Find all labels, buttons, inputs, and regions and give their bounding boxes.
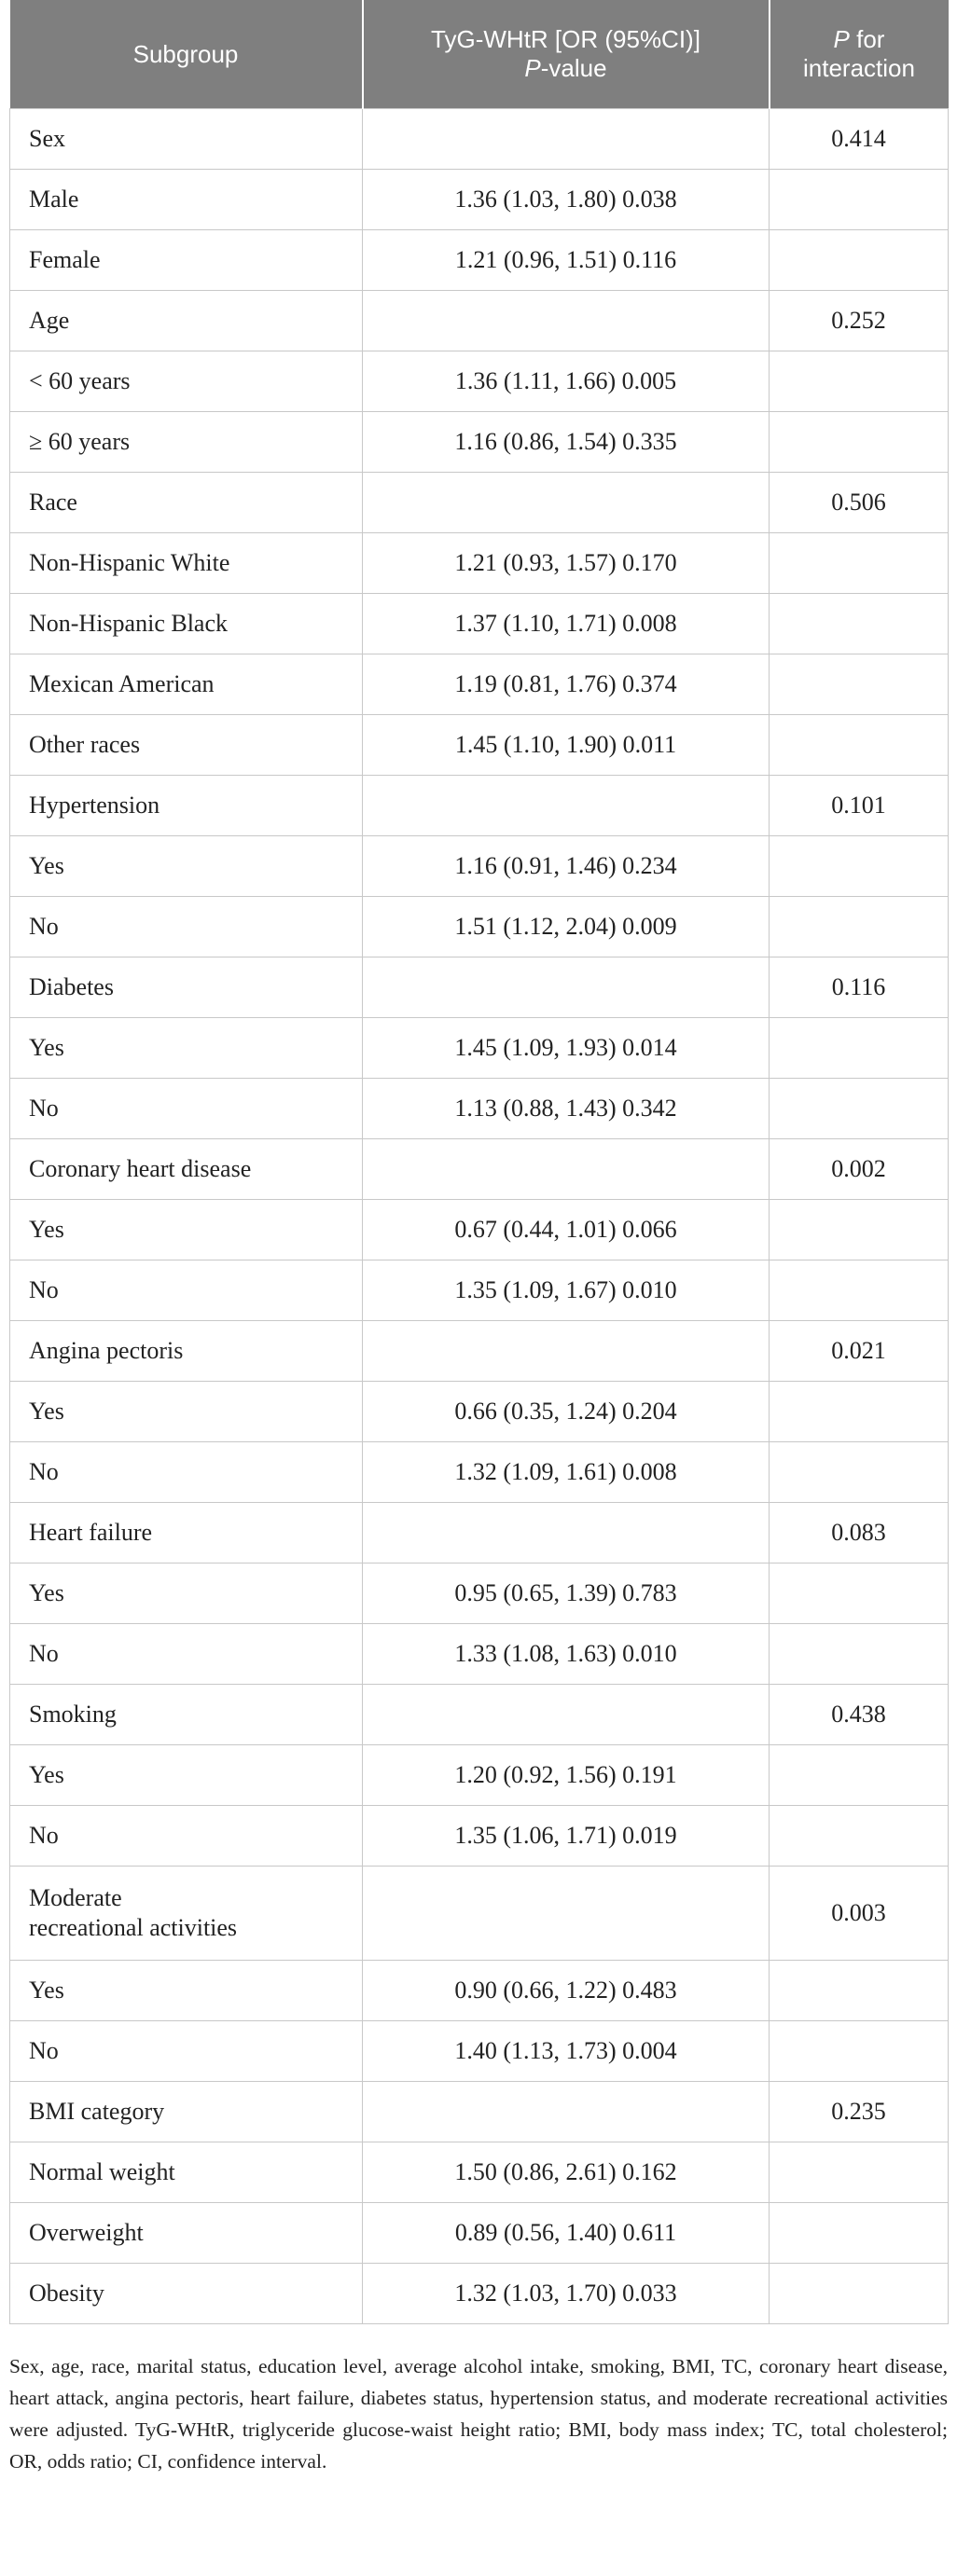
- row-label-text: Yes: [29, 1216, 64, 1243]
- row-label: [10, 230, 363, 291]
- row-or-value: [363, 230, 770, 291]
- row-p-interaction: [770, 1200, 949, 1260]
- row-or-value: [363, 654, 770, 715]
- table-row: [10, 594, 949, 654]
- table-row: [10, 715, 949, 776]
- row-or-value-text: 0.95 (0.65, 1.39) 0.783: [454, 1579, 677, 1606]
- row-label: [10, 1442, 363, 1503]
- header-subgroup: Subgroup: [10, 0, 363, 109]
- table-row: [10, 1382, 949, 1442]
- row-label-text: No: [29, 1640, 59, 1667]
- row-p-interaction: [770, 1745, 949, 1806]
- row-label: [10, 1503, 363, 1564]
- row-label-text: BMI category: [29, 2098, 165, 2125]
- row-or-value: [363, 533, 770, 594]
- row-label-text: Other races: [29, 731, 141, 758]
- row-p-interaction: [770, 594, 949, 654]
- table-row: [10, 2142, 949, 2203]
- table-row: [10, 1564, 949, 1624]
- row-label: [10, 1018, 363, 1079]
- row-label: [10, 1685, 363, 1745]
- row-label: [10, 1624, 363, 1685]
- row-label: [10, 412, 363, 473]
- row-or-value: [363, 1200, 770, 1260]
- row-or-value-text: 1.51 (1.12, 2.04) 0.009: [454, 913, 677, 940]
- row-or-value-text: 0.66 (0.35, 1.24) 0.204: [454, 1398, 677, 1425]
- row-or-value: [363, 1321, 770, 1382]
- row-label: [10, 715, 363, 776]
- row-label-text: No: [29, 1095, 59, 1122]
- table-row: [10, 230, 949, 291]
- header-p-italic: P: [833, 25, 850, 53]
- table-row: [10, 1867, 949, 1961]
- row-label-text: Yes: [29, 1761, 64, 1788]
- row-label: [10, 1382, 363, 1442]
- row-or-value-text: 0.67 (0.44, 1.01) 0.066: [454, 1216, 677, 1243]
- row-or-value: [363, 1745, 770, 1806]
- table-row: [10, 1079, 949, 1139]
- table-row: [10, 1806, 949, 1867]
- row-p-interaction-text: 0.083: [831, 1519, 886, 1546]
- row-label: [10, 2082, 363, 2142]
- table-row: [10, 654, 949, 715]
- row-p-interaction: [770, 109, 949, 170]
- row-label-text: No: [29, 1822, 59, 1849]
- row-p-interaction: [770, 1624, 949, 1685]
- row-label-text: Male: [29, 186, 79, 213]
- table-row: [10, 957, 949, 1018]
- row-p-interaction: [770, 957, 949, 1018]
- table-row: [10, 412, 949, 473]
- row-label-text: Yes: [29, 1977, 64, 2004]
- row-or-value-text: 1.13 (0.88, 1.43) 0.342: [454, 1095, 677, 1122]
- table-row: [10, 2264, 949, 2324]
- row-p-interaction: [770, 1321, 949, 1382]
- row-or-value-text: 1.45 (1.10, 1.90) 0.011: [454, 731, 677, 758]
- row-label-text: Race: [29, 489, 77, 516]
- row-p-interaction: [770, 170, 949, 230]
- row-label: [10, 351, 363, 412]
- table-row: [10, 897, 949, 957]
- row-label-text: < 60 years: [29, 367, 131, 394]
- table-row: [10, 1321, 949, 1382]
- row-or-value: [363, 412, 770, 473]
- row-or-value-text: 0.89 (0.56, 1.40) 0.611: [454, 2219, 677, 2246]
- row-or-value: [363, 2082, 770, 2142]
- row-p-interaction-text: 0.116: [831, 973, 886, 1000]
- row-or-value-text: 0.90 (0.66, 1.22) 0.483: [454, 1977, 677, 2004]
- row-label: [10, 2203, 363, 2264]
- row-or-value: [363, 1806, 770, 1867]
- row-or-value-text: 1.16 (0.91, 1.46) 0.234: [454, 852, 677, 879]
- row-p-interaction-text: 0.235: [831, 2098, 886, 2125]
- row-label: [10, 533, 363, 594]
- row-or-value: [363, 715, 770, 776]
- row-p-interaction: [770, 1806, 949, 1867]
- row-label: [10, 170, 363, 230]
- row-label-text: Hypertension: [29, 792, 160, 819]
- table-row: [10, 351, 949, 412]
- row-p-interaction: [770, 1442, 949, 1503]
- row-label: [10, 291, 363, 351]
- table-row: [10, 1745, 949, 1806]
- row-label-text: Age: [29, 307, 70, 334]
- table-row: [10, 1442, 949, 1503]
- row-p-interaction: [770, 715, 949, 776]
- table-row: [10, 170, 949, 230]
- table-body: [10, 109, 949, 2324]
- row-or-value-text: 1.45 (1.09, 1.93) 0.014: [454, 1034, 677, 1061]
- row-p-interaction: [770, 2082, 949, 2142]
- row-p-interaction: [770, 412, 949, 473]
- row-or-value: [363, 836, 770, 897]
- row-p-interaction: [770, 473, 949, 533]
- table-row: [10, 1503, 949, 1564]
- row-label-text: Heart failure: [29, 1519, 153, 1546]
- row-p-interaction-text: 0.414: [831, 125, 886, 152]
- table-row: [10, 836, 949, 897]
- table-row: [10, 1624, 949, 1685]
- row-or-value: [363, 473, 770, 533]
- table-row: [10, 1139, 949, 1200]
- row-label: [10, 1806, 363, 1867]
- row-or-value-text: 1.32 (1.09, 1.61) 0.008: [454, 1458, 677, 1485]
- table-row: [10, 2082, 949, 2142]
- table-row: [10, 776, 949, 836]
- row-label: [10, 1321, 363, 1382]
- row-label: [10, 1260, 363, 1321]
- table-row: [10, 1200, 949, 1260]
- row-label-text: Coronary heart disease: [29, 1155, 252, 1182]
- row-or-value: [363, 291, 770, 351]
- row-label-text: No: [29, 1276, 59, 1303]
- row-p-interaction: [770, 1867, 949, 1961]
- row-or-value-text: 1.16 (0.86, 1.54) 0.335: [454, 428, 677, 455]
- row-or-value: [363, 1564, 770, 1624]
- row-label: [10, 776, 363, 836]
- row-or-value-text: 1.35 (1.06, 1.71) 0.019: [454, 1822, 677, 1849]
- row-or-value-text: 1.37 (1.10, 1.71) 0.008: [454, 610, 677, 637]
- table-row: [10, 2203, 949, 2264]
- row-p-interaction-text: 0.021: [831, 1337, 886, 1364]
- table-row: [10, 533, 949, 594]
- row-label: [10, 109, 363, 170]
- table-row: [10, 291, 949, 351]
- row-label: [10, 2142, 363, 2203]
- row-label-text: No: [29, 2037, 59, 2064]
- row-p-interaction: [770, 897, 949, 957]
- row-label-text: Normal weight: [29, 2158, 175, 2185]
- row-label: [10, 2021, 363, 2082]
- header-p-interaction: [770, 0, 949, 109]
- header-or-line1: TyG-WHtR [OR (95%CI)]: [431, 25, 700, 53]
- row-label-text: Non-Hispanic Black: [29, 610, 229, 637]
- row-label-text: Yes: [29, 1398, 64, 1425]
- row-p-interaction: [770, 291, 949, 351]
- row-or-value-text: 1.35 (1.09, 1.67) 0.010: [454, 1276, 677, 1303]
- header-row: [10, 0, 949, 109]
- row-or-value: [363, 1382, 770, 1442]
- row-label-text: Female: [29, 246, 101, 273]
- row-label-text: Mexican American: [29, 670, 215, 697]
- row-p-interaction: [770, 1260, 949, 1321]
- table-row: [10, 1260, 949, 1321]
- table-row: [10, 473, 949, 533]
- row-p-interaction: [770, 1503, 949, 1564]
- row-label-text: ≥ 60 years: [29, 428, 131, 455]
- row-p-interaction: [770, 2021, 949, 2082]
- row-p-interaction: [770, 1961, 949, 2021]
- table-row: [10, 2021, 949, 2082]
- row-p-interaction: [770, 2142, 949, 2203]
- row-label-text: Angina pectoris: [29, 1337, 184, 1364]
- row-or-value-text: 1.36 (1.11, 1.66) 0.005: [454, 367, 677, 394]
- row-or-value: [363, 1139, 770, 1200]
- row-or-value: [363, 1442, 770, 1503]
- row-p-interaction-text: 0.002: [831, 1155, 886, 1182]
- row-label: [10, 473, 363, 533]
- row-or-value: [363, 1079, 770, 1139]
- row-or-value: [363, 1867, 770, 1961]
- row-p-interaction: [770, 1685, 949, 1745]
- row-label-text: Diabetes: [29, 973, 114, 1000]
- row-or-value: [363, 351, 770, 412]
- row-p-interaction: [770, 1079, 949, 1139]
- row-label-text: Moderate recreational activities: [29, 1884, 238, 1941]
- row-or-value: [363, 1260, 770, 1321]
- header-or-p-rest: -value: [540, 54, 607, 82]
- row-p-interaction: [770, 230, 949, 291]
- row-label-text: No: [29, 913, 59, 940]
- table-row: [10, 109, 949, 170]
- header-or: [363, 0, 770, 109]
- row-label: [10, 594, 363, 654]
- row-or-value: [363, 1503, 770, 1564]
- row-or-value: [363, 1624, 770, 1685]
- table-row: [10, 1018, 949, 1079]
- row-or-value-text: 1.36 (1.03, 1.80) 0.038: [454, 186, 677, 213]
- row-or-value-text: 1.50 (0.86, 2.61) 0.162: [454, 2158, 677, 2185]
- row-label-text: No: [29, 1458, 59, 1485]
- header-p-interaction-word: interaction: [803, 54, 915, 82]
- row-or-value-text: 1.20 (0.92, 1.56) 0.191: [454, 1761, 677, 1788]
- row-label: [10, 1745, 363, 1806]
- row-or-value: [363, 109, 770, 170]
- row-or-value-text: 1.21 (0.96, 1.51) 0.116: [454, 246, 677, 273]
- row-label-text: Smoking: [29, 1701, 117, 1728]
- row-or-value: [363, 897, 770, 957]
- row-label: [10, 1961, 363, 2021]
- row-label-text: Overweight: [29, 2219, 144, 2246]
- row-p-interaction: [770, 1382, 949, 1442]
- row-label: [10, 957, 363, 1018]
- table-row: [10, 1961, 949, 2021]
- subgroup-table: [9, 0, 949, 2324]
- row-or-value-text: 1.32 (1.03, 1.70) 0.033: [454, 2280, 677, 2307]
- row-or-value-text: 1.33 (1.08, 1.63) 0.010: [454, 1640, 677, 1667]
- row-label-text: Yes: [29, 852, 64, 879]
- row-label: [10, 1079, 363, 1139]
- row-label-text: Non-Hispanic White: [29, 549, 230, 576]
- row-or-value-text: 1.40 (1.13, 1.73) 0.004: [454, 2037, 677, 2064]
- row-label: [10, 1867, 363, 1961]
- row-p-interaction: [770, 2264, 949, 2324]
- row-or-value-text: 1.21 (0.93, 1.57) 0.170: [454, 549, 677, 576]
- row-p-interaction: [770, 1139, 949, 1200]
- table-footnote: Sex, age, race, marital status, education level, average alcohol intake, smoking, BMI, TC, coronary heart disease, heart attack, angina pectoris, heart failure, diabetes status, hypertension status, and moderate recreational activities were adjusted. TyG-WHtR, triglyceride glucose-waist height ratio; BMI, body mass index; TC, total cholesterol; OR, odds ratio; CI, confidence interval.: [9, 2355, 948, 2473]
- row-label-text: Obesity: [29, 2280, 104, 2307]
- row-or-value: [363, 1018, 770, 1079]
- row-p-interaction: [770, 351, 949, 412]
- row-label: [10, 836, 363, 897]
- row-or-value: [363, 1685, 770, 1745]
- row-p-interaction: [770, 654, 949, 715]
- row-p-interaction-text: 0.252: [831, 307, 886, 334]
- row-label-text: Yes: [29, 1579, 64, 1606]
- row-label: [10, 654, 363, 715]
- row-label-text: Sex: [29, 125, 65, 152]
- header-p-for: for: [849, 25, 885, 53]
- table-row: [10, 1685, 949, 1745]
- table-container: [9, 0, 948, 2477]
- row-or-value: [363, 957, 770, 1018]
- row-label: [10, 1139, 363, 1200]
- row-or-value: [363, 170, 770, 230]
- row-p-interaction: [770, 1018, 949, 1079]
- row-or-value: [363, 2203, 770, 2264]
- row-label: [10, 1564, 363, 1624]
- row-p-interaction: [770, 1564, 949, 1624]
- row-or-value: [363, 1961, 770, 2021]
- row-label: [10, 897, 363, 957]
- row-or-value: [363, 2142, 770, 2203]
- row-p-interaction-text: 0.506: [831, 489, 886, 516]
- row-p-interaction: [770, 776, 949, 836]
- row-p-interaction: [770, 2203, 949, 2264]
- row-p-interaction: [770, 836, 949, 897]
- table-header: [10, 0, 949, 109]
- row-or-value: [363, 594, 770, 654]
- row-p-interaction-text: 0.003: [831, 1899, 886, 1926]
- row-label-text: Yes: [29, 1034, 64, 1061]
- row-p-interaction-text: 0.438: [831, 1701, 886, 1728]
- row-or-value: [363, 2264, 770, 2324]
- row-p-interaction: [770, 533, 949, 594]
- row-p-interaction-text: 0.101: [831, 792, 886, 819]
- row-or-value: [363, 2021, 770, 2082]
- header-or-p-italic: P: [524, 54, 541, 82]
- row-label: [10, 1200, 363, 1260]
- row-or-value: [363, 776, 770, 836]
- row-or-value-text: 1.19 (0.81, 1.76) 0.374: [454, 670, 677, 697]
- row-label: [10, 2264, 363, 2324]
